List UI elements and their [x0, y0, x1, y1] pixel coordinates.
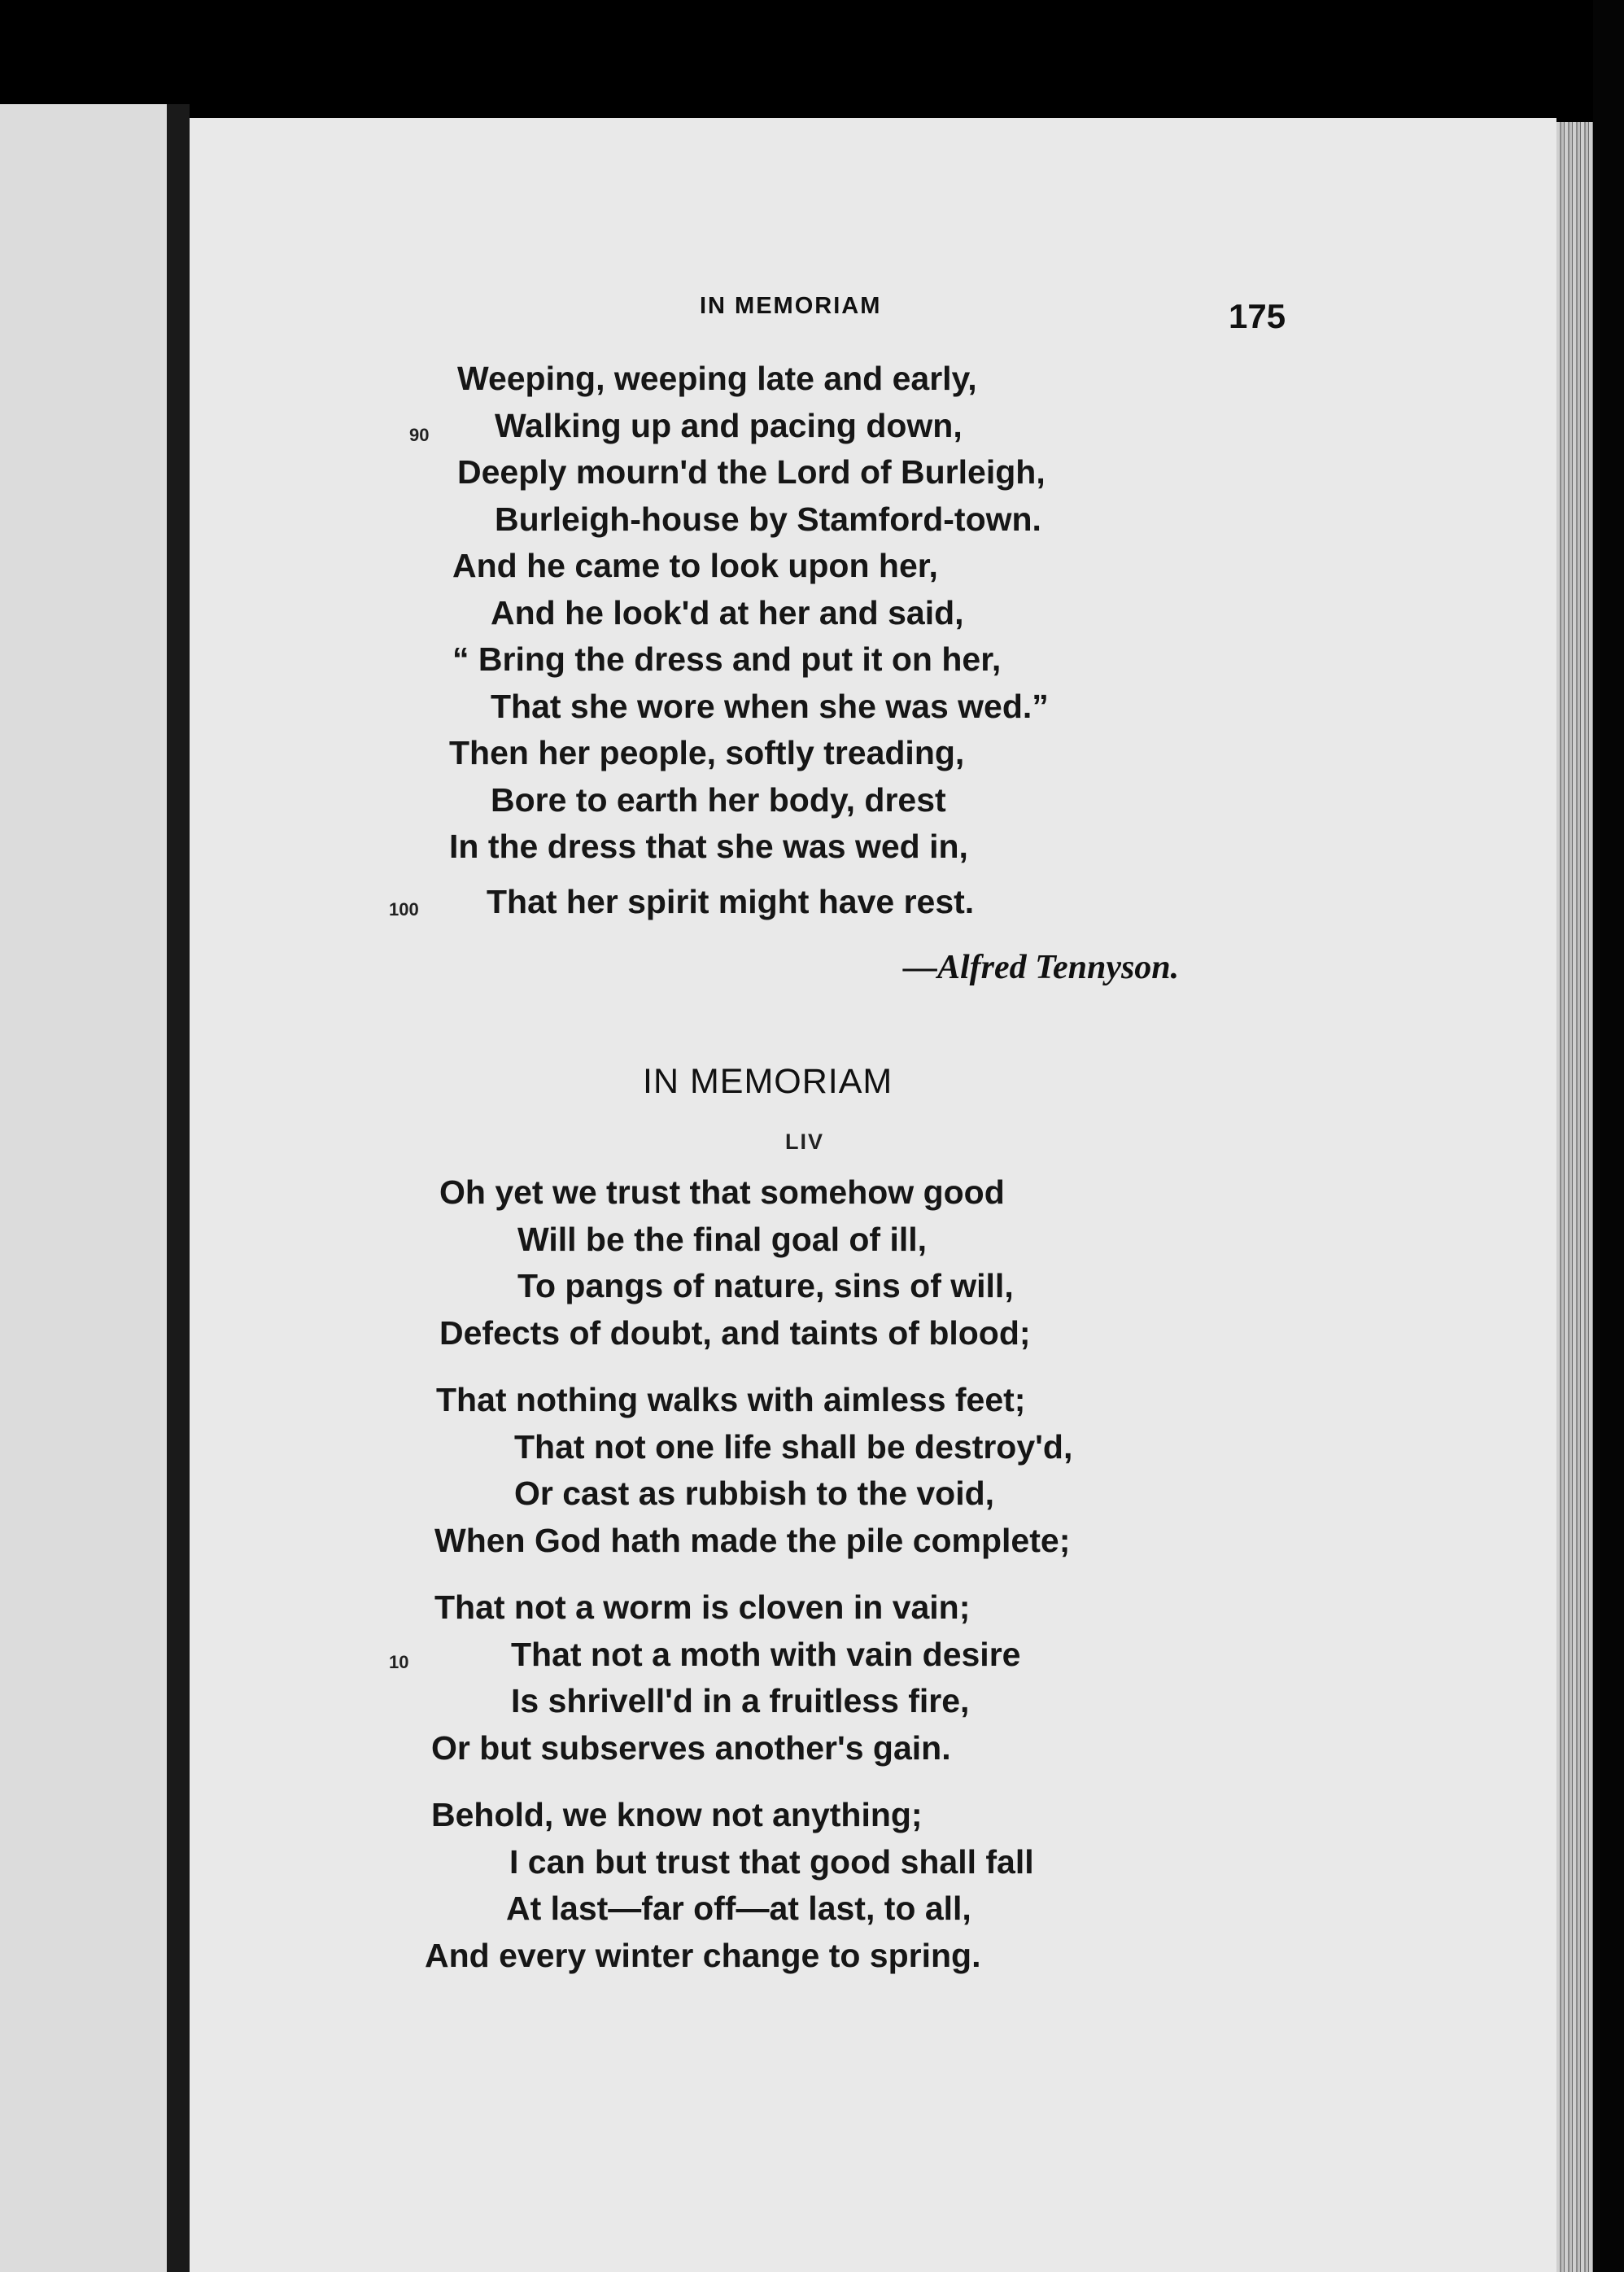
poem-line: Then her people, softly treading,	[449, 734, 965, 771]
running-head: IN MEMORIAM	[700, 293, 882, 319]
book-spine	[167, 104, 190, 2272]
poem-line: Weeping, weeping late and early,	[457, 360, 977, 397]
poem-line: That nothing walks with aimless feet;	[436, 1381, 1026, 1418]
poem-line: That not a worm is cloven in vain;	[434, 1588, 971, 1626]
poem-line: I can but trust that good shall fall	[509, 1843, 1034, 1881]
poem-line: That she wore when she was wed.”	[491, 688, 1049, 725]
background-edge	[1593, 0, 1624, 2272]
poem-line: To pangs of nature, sins of will,	[517, 1267, 1014, 1304]
poem-line: Or cast as rubbish to the void,	[514, 1475, 995, 1512]
poem-line: Defects of doubt, and taints of blood;	[439, 1314, 1031, 1352]
poem-line: Oh yet we trust that somehow good	[439, 1173, 1005, 1211]
poem-line: Deeply mourn'd the Lord of Burleigh,	[457, 453, 1046, 491]
poem-title: IN MEMORIAM	[643, 1062, 893, 1101]
poem-line: When God hath made the pile complete;	[434, 1522, 1071, 1559]
poem-line: “ Bring the dress and put it on her,	[452, 640, 1002, 678]
poem-line: Behold, we know not anything;	[431, 1796, 923, 1833]
facing-page	[0, 104, 167, 2272]
poem-line: That not one life shall be destroy'd,	[514, 1428, 1073, 1466]
poem-line: Burleigh-house by Stamford-town.	[495, 500, 1041, 538]
line-number: 100	[389, 899, 419, 920]
attribution: —Alfred Tennyson.	[903, 949, 1180, 986]
poem-line: At last—far off—at last, to all,	[506, 1890, 971, 1927]
poem-line: That not a moth with vain desire	[511, 1636, 1021, 1673]
poem-line: And he came to look upon her,	[452, 547, 938, 584]
poem-line: Bore to earth her body, drest	[491, 781, 946, 819]
section-number: LIV	[785, 1129, 825, 1154]
poem-line: That her spirit might have rest.	[487, 883, 975, 920]
line-number: 10	[389, 1652, 409, 1672]
poem-line: Walking up and pacing down,	[495, 407, 963, 444]
page-edges	[1556, 122, 1593, 2272]
poem-line: Or but subserves another's gain.	[431, 1729, 951, 1767]
line-number: 90	[409, 425, 430, 445]
poem-line: And he look'd at her and said,	[491, 594, 964, 631]
poem-line: In the dress that she was wed in,	[449, 828, 968, 865]
page-number: 175	[1229, 297, 1286, 335]
poem-line: Is shrivell'd in a fruitless fire,	[511, 1682, 970, 1719]
poem-line: Will be the final goal of ill,	[517, 1221, 928, 1258]
poem-line: And every winter change to spring.	[425, 1937, 981, 1974]
